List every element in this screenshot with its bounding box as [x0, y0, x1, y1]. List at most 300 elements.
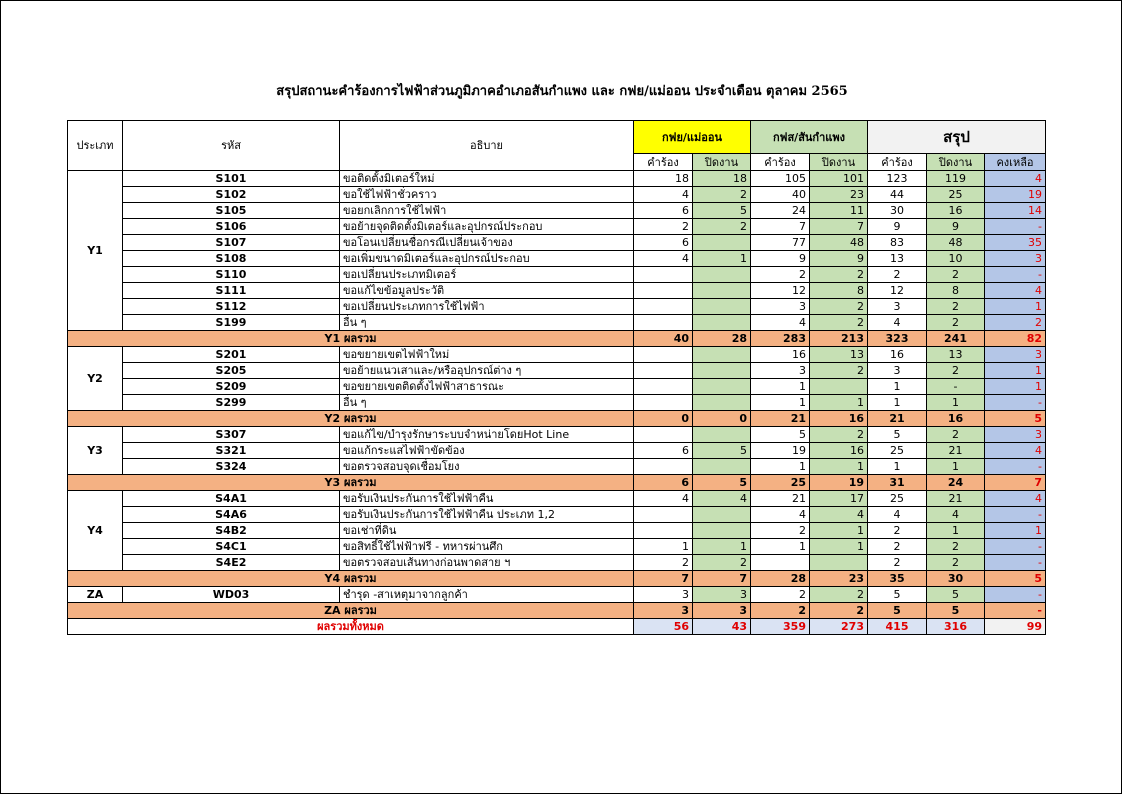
table-row: [68, 203, 1046, 219]
description-cell: ขอตรวจสอบจุดเชื่อมโยง: [340, 459, 634, 475]
s-req-cell: 25: [868, 443, 927, 459]
a-closed-cell: 5: [693, 443, 751, 459]
description-cell: ขอแก้ไข/บำรุงรักษาระบบจำหน่ายโดยHot Line: [340, 427, 634, 443]
a-closed-cell: [693, 523, 751, 539]
b-req-cell: 12: [751, 283, 810, 299]
b-req-cell: 5: [751, 427, 810, 443]
grand-total-row: [68, 619, 1046, 635]
grand-total-a-closed: 43: [693, 619, 751, 635]
a-closed-cell: [693, 347, 751, 363]
s-closed-cell: 2: [927, 539, 985, 555]
s-req-cell: 2: [868, 555, 927, 571]
b-req-cell: 40: [751, 187, 810, 203]
b-closed-cell: 13: [810, 347, 868, 363]
subtotal-b-closed: 23: [810, 571, 868, 587]
subtotal-label: Y2 ผลรวม: [68, 411, 634, 427]
subtotal-rem: 5: [985, 411, 1046, 427]
s-req-cell: 12: [868, 283, 927, 299]
table-row: [68, 283, 1046, 299]
b-req-cell: 4: [751, 507, 810, 523]
code-cell: S4E2: [123, 555, 340, 571]
table-row: [68, 363, 1046, 379]
code-cell: S307: [123, 427, 340, 443]
b-closed-cell: 2: [810, 427, 868, 443]
description-cell: ชำรุด -สาเหตุมาจากลูกค้า: [340, 587, 634, 603]
rem-cell: -: [985, 507, 1046, 523]
a-req-cell: 3: [634, 587, 693, 603]
rem-cell: -: [985, 267, 1046, 283]
a-req-cell: [634, 427, 693, 443]
s-closed-cell: 5: [927, 587, 985, 603]
b-req-cell: 9: [751, 251, 810, 267]
table-row: [68, 459, 1046, 475]
a-req-cell: [634, 507, 693, 523]
b-closed-cell: 11: [810, 203, 868, 219]
code-cell: S4A1: [123, 491, 340, 507]
a-req-cell: [634, 363, 693, 379]
a-closed-cell: 2: [693, 187, 751, 203]
rem-cell: 3: [985, 251, 1046, 267]
s-closed-cell: 21: [927, 491, 985, 507]
subtotal-s-req: 35: [868, 571, 927, 587]
a-req-cell: 4: [634, 251, 693, 267]
subtotal-s-req: 31: [868, 475, 927, 491]
subtotal-s-closed: 5: [927, 603, 985, 619]
report-title: สรุปสถานะคำร้องการไฟฟ้าส่วนภูมิภาคอำเภอสันกำแพง และ กฟย/แม่ออน ประจำเดือน ตุลาคม 2565: [276, 84, 848, 99]
s-req-cell: 25: [868, 491, 927, 507]
s-req-cell: 4: [868, 507, 927, 523]
subtotal-b-req: 283: [751, 331, 810, 347]
rem-cell: 19: [985, 187, 1046, 203]
s-closed-cell: 16: [927, 203, 985, 219]
code-cell: WD03: [123, 587, 340, 603]
b-closed-cell: 2: [810, 363, 868, 379]
header-code: รหัส: [123, 121, 340, 171]
subtotal-b-closed: 2: [810, 603, 868, 619]
code-cell: S110: [123, 267, 340, 283]
a-closed-cell: [693, 267, 751, 283]
b-req-cell: 19: [751, 443, 810, 459]
s-req-cell: 123: [868, 171, 927, 187]
description-cell: ขอแก้กระแสไฟฟ้าขัดข้อง: [340, 443, 634, 459]
s-closed-cell: 2: [927, 427, 985, 443]
b-req-cell: 24: [751, 203, 810, 219]
description-cell: ขอขยายเขตไฟฟ้าใหม่: [340, 347, 634, 363]
s-closed-cell: 21: [927, 443, 985, 459]
s-req-cell: 13: [868, 251, 927, 267]
b-req-cell: [751, 555, 810, 571]
code-cell: S4B2: [123, 523, 340, 539]
s-req-cell: 1: [868, 379, 927, 395]
code-cell: S106: [123, 219, 340, 235]
header-type: ประเภท: [68, 121, 123, 171]
table-row: [68, 379, 1046, 395]
code-cell: S209: [123, 379, 340, 395]
description-cell: ขอเปลี่ยนประเภทมิเตอร์: [340, 267, 634, 283]
table-row: [68, 587, 1046, 603]
table-row: [68, 523, 1046, 539]
s-req-cell: 83: [868, 235, 927, 251]
b-req-cell: 2: [751, 587, 810, 603]
b-closed-cell: 16: [810, 443, 868, 459]
b-req-cell: 1: [751, 459, 810, 475]
b-req-cell: 105: [751, 171, 810, 187]
a-closed-cell: 18: [693, 171, 751, 187]
rem-cell: 4: [985, 283, 1046, 299]
description-cell: ขอย้ายแนวเสาและ/หรืออุปกรณ์ต่าง ๆ: [340, 363, 634, 379]
s-closed-cell: 1: [927, 395, 985, 411]
b-req-cell: 21: [751, 491, 810, 507]
a-closed-cell: [693, 283, 751, 299]
s-closed-cell: 119: [927, 171, 985, 187]
rem-cell: 1: [985, 523, 1046, 539]
header-req: คำร้อง: [634, 154, 693, 171]
code-cell: S4C1: [123, 539, 340, 555]
description-cell: ขอใช้ไฟฟ้าชั่วคราว: [340, 187, 634, 203]
description-cell: อื่น ๆ: [340, 395, 634, 411]
description-cell: อื่น ๆ: [340, 315, 634, 331]
s-closed-cell: 1: [927, 523, 985, 539]
subtotal-rem: 5: [985, 571, 1046, 587]
s-closed-cell: 2: [927, 299, 985, 315]
a-req-cell: 4: [634, 187, 693, 203]
subtotal-a-closed: 7: [693, 571, 751, 587]
subtotal-rem: 7: [985, 475, 1046, 491]
a-closed-cell: 1: [693, 251, 751, 267]
subtotal-b-req: 2: [751, 603, 810, 619]
a-closed-cell: [693, 507, 751, 523]
code-cell: S107: [123, 235, 340, 251]
subtotal-b-req: 28: [751, 571, 810, 587]
table-row: [68, 427, 1046, 443]
header-closed: ปิดงาน: [810, 154, 868, 171]
rem-cell: -: [985, 395, 1046, 411]
a-req-cell: [634, 459, 693, 475]
subtotal-s-req: 21: [868, 411, 927, 427]
b-closed-cell: 8: [810, 283, 868, 299]
subtotal-row: [68, 331, 1046, 347]
header-office-maeon: กฟย/แม่ออน: [634, 121, 751, 154]
b-req-cell: 4: [751, 315, 810, 331]
header-summary: สรุป: [868, 121, 1046, 154]
header-remaining: คงเหลือ: [985, 154, 1046, 171]
code-cell: S112: [123, 299, 340, 315]
b-closed-cell: 1: [810, 395, 868, 411]
subtotal-a-req: 40: [634, 331, 693, 347]
s-req-cell: 9: [868, 219, 927, 235]
grand-total-rem: 99: [985, 619, 1046, 635]
a-req-cell: [634, 299, 693, 315]
b-closed-cell: 2: [810, 587, 868, 603]
subtotal-b-closed: 213: [810, 331, 868, 347]
b-closed-cell: 2: [810, 315, 868, 331]
a-req-cell: [634, 523, 693, 539]
s-closed-cell: 9: [927, 219, 985, 235]
a-req-cell: [634, 267, 693, 283]
s-closed-cell: 2: [927, 267, 985, 283]
table-row: [68, 491, 1046, 507]
header-closed: ปิดงาน: [693, 154, 751, 171]
rem-cell: -: [985, 539, 1046, 555]
group-type-cell: Y2: [68, 347, 123, 411]
group-type-cell: Y3: [68, 427, 123, 475]
a-closed-cell: [693, 459, 751, 475]
a-closed-cell: [693, 299, 751, 315]
b-closed-cell: 101: [810, 171, 868, 187]
subtotal-label: Y4 ผลรวม: [68, 571, 634, 587]
a-req-cell: 6: [634, 203, 693, 219]
a-closed-cell: [693, 427, 751, 443]
b-req-cell: 2: [751, 267, 810, 283]
s-closed-cell: 48: [927, 235, 985, 251]
a-closed-cell: [693, 235, 751, 251]
s-req-cell: 5: [868, 587, 927, 603]
group-type-cell: ZA: [68, 587, 123, 603]
b-req-cell: 16: [751, 347, 810, 363]
a-closed-cell: [693, 363, 751, 379]
a-closed-cell: 2: [693, 219, 751, 235]
s-req-cell: 1: [868, 459, 927, 475]
rem-cell: 4: [985, 491, 1046, 507]
rem-cell: -: [985, 587, 1046, 603]
a-closed-cell: 1: [693, 539, 751, 555]
subtotal-a-closed: 0: [693, 411, 751, 427]
group-type-cell: Y1: [68, 171, 123, 331]
subtotal-a-closed: 3: [693, 603, 751, 619]
subtotal-a-req: 7: [634, 571, 693, 587]
code-cell: S201: [123, 347, 340, 363]
a-req-cell: 1: [634, 539, 693, 555]
code-cell: S205: [123, 363, 340, 379]
b-req-cell: 1: [751, 379, 810, 395]
subtotal-rem: 82: [985, 331, 1046, 347]
b-closed-cell: 2: [810, 267, 868, 283]
rem-cell: -: [985, 219, 1046, 235]
table-row: [68, 267, 1046, 283]
subtotal-label: Y3 ผลรวม: [68, 475, 634, 491]
s-req-cell: 2: [868, 523, 927, 539]
header-req: คำร้อง: [868, 154, 927, 171]
subtotal-a-req: 3: [634, 603, 693, 619]
header-closed: ปิดงาน: [927, 154, 985, 171]
s-closed-cell: 25: [927, 187, 985, 203]
subtotal-a-req: 0: [634, 411, 693, 427]
grand-total-s-req: 415: [868, 619, 927, 635]
table-row: [68, 539, 1046, 555]
b-closed-cell: 17: [810, 491, 868, 507]
table-row: [68, 171, 1046, 187]
subtotal-s-closed: 241: [927, 331, 985, 347]
code-cell: S111: [123, 283, 340, 299]
subtotal-rem: -: [985, 603, 1046, 619]
a-req-cell: 2: [634, 555, 693, 571]
a-req-cell: [634, 395, 693, 411]
subtotal-b-closed: 16: [810, 411, 868, 427]
rem-cell: 1: [985, 363, 1046, 379]
s-req-cell: 44: [868, 187, 927, 203]
a-req-cell: 6: [634, 235, 693, 251]
code-cell: S105: [123, 203, 340, 219]
s-closed-cell: 8: [927, 283, 985, 299]
s-req-cell: 16: [868, 347, 927, 363]
subtotal-row: [68, 603, 1046, 619]
description-cell: ขอขยายเขตติดตั้งไฟฟ้าสาธารณะ: [340, 379, 634, 395]
s-closed-cell: 2: [927, 363, 985, 379]
s-closed-cell: 2: [927, 315, 985, 331]
description-cell: ขอสิทธิ์ใช้ไฟฟ้าฟรี - ทหารผ่านศึก: [340, 539, 634, 555]
table-row: [68, 187, 1046, 203]
description-cell: ขอเปลี่ยนประเภทการใช้ไฟฟ้า: [340, 299, 634, 315]
a-req-cell: [634, 283, 693, 299]
a-closed-cell: [693, 315, 751, 331]
group-type-cell: Y4: [68, 491, 123, 571]
subtotal-s-closed: 16: [927, 411, 985, 427]
rem-cell: 14: [985, 203, 1046, 219]
grand-total-a-req: 56: [634, 619, 693, 635]
rem-cell: 3: [985, 347, 1046, 363]
rem-cell: 3: [985, 427, 1046, 443]
b-req-cell: 3: [751, 299, 810, 315]
code-cell: S101: [123, 171, 340, 187]
b-closed-cell: 9: [810, 251, 868, 267]
header-req: คำร้อง: [751, 154, 810, 171]
header-office-sankamphaeng: กฟส/สันกำแพง: [751, 121, 868, 154]
description-cell: ขอโอนเปลี่ยนชื่อกรณีเปลี่ยนเจ้าของ: [340, 235, 634, 251]
b-closed-cell: 1: [810, 459, 868, 475]
subtotal-s-req: 5: [868, 603, 927, 619]
rem-cell: -: [985, 555, 1046, 571]
subtotal-b-req: 21: [751, 411, 810, 427]
s-req-cell: 2: [868, 267, 927, 283]
grand-total-b-req: 359: [751, 619, 810, 635]
subtotal-label: Y1 ผลรวม: [68, 331, 634, 347]
grand-total-b-closed: 273: [810, 619, 868, 635]
description-cell: ขอเช่าที่ดิน: [340, 523, 634, 539]
s-closed-cell: 10: [927, 251, 985, 267]
s-closed-cell: 4: [927, 507, 985, 523]
description-cell: ขอตรวจสอบเส้นทางก่อนพาดสาย ฯ: [340, 555, 634, 571]
subtotal-s-req: 323: [868, 331, 927, 347]
b-req-cell: 3: [751, 363, 810, 379]
subtotal-a-req: 6: [634, 475, 693, 491]
a-closed-cell: 5: [693, 203, 751, 219]
table-row: [68, 299, 1046, 315]
subtotal-row: [68, 411, 1046, 427]
a-closed-cell: 4: [693, 491, 751, 507]
a-closed-cell: [693, 379, 751, 395]
description-cell: ขอยกเลิกการใช้ไฟฟ้า: [340, 203, 634, 219]
rem-cell: 2: [985, 315, 1046, 331]
rem-cell: 1: [985, 299, 1046, 315]
s-closed-cell: -: [927, 379, 985, 395]
subtotal-a-closed: 5: [693, 475, 751, 491]
table-row: [68, 555, 1046, 571]
table-row: [68, 315, 1046, 331]
b-req-cell: 77: [751, 235, 810, 251]
b-closed-cell: 48: [810, 235, 868, 251]
b-req-cell: 7: [751, 219, 810, 235]
s-closed-cell: 13: [927, 347, 985, 363]
s-req-cell: 4: [868, 315, 927, 331]
a-closed-cell: 3: [693, 587, 751, 603]
grand-total-label: ผลรวมทั้งหมด: [68, 619, 634, 635]
subtotal-row: [68, 475, 1046, 491]
b-closed-cell: [810, 555, 868, 571]
a-req-cell: 2: [634, 219, 693, 235]
subtotal-label: ZA ผลรวม: [68, 603, 634, 619]
status-table: [67, 120, 1046, 635]
description-cell: ขอเพิ่มขนาดมิเตอร์และอุปกรณ์ประกอบ: [340, 251, 634, 267]
s-req-cell: 1: [868, 395, 927, 411]
code-cell: S108: [123, 251, 340, 267]
code-cell: S4A6: [123, 507, 340, 523]
subtotal-row: [68, 571, 1046, 587]
code-cell: S321: [123, 443, 340, 459]
b-closed-cell: 7: [810, 219, 868, 235]
s-req-cell: 30: [868, 203, 927, 219]
b-closed-cell: 2: [810, 299, 868, 315]
a-req-cell: [634, 347, 693, 363]
a-req-cell: 4: [634, 491, 693, 507]
a-closed-cell: 2: [693, 555, 751, 571]
a-req-cell: 6: [634, 443, 693, 459]
s-closed-cell: 1: [927, 459, 985, 475]
grand-total-s-closed: 316: [927, 619, 985, 635]
b-req-cell: 1: [751, 539, 810, 555]
code-cell: S299: [123, 395, 340, 411]
code-cell: S199: [123, 315, 340, 331]
a-req-cell: 18: [634, 171, 693, 187]
subtotal-b-req: 25: [751, 475, 810, 491]
a-closed-cell: [693, 395, 751, 411]
s-closed-cell: 2: [927, 555, 985, 571]
table-row: [68, 347, 1046, 363]
code-cell: S102: [123, 187, 340, 203]
b-closed-cell: 1: [810, 523, 868, 539]
table-row: [68, 507, 1046, 523]
subtotal-s-closed: 30: [927, 571, 985, 587]
b-closed-cell: 23: [810, 187, 868, 203]
s-req-cell: 3: [868, 363, 927, 379]
b-req-cell: 2: [751, 523, 810, 539]
table-row: [68, 443, 1046, 459]
a-req-cell: [634, 379, 693, 395]
rem-cell: 1: [985, 379, 1046, 395]
s-req-cell: 5: [868, 427, 927, 443]
code-cell: S324: [123, 459, 340, 475]
b-closed-cell: [810, 379, 868, 395]
description-cell: ขอแก้ไขข้อมูลประวัติ: [340, 283, 634, 299]
table-row: [68, 251, 1046, 267]
subtotal-s-closed: 24: [927, 475, 985, 491]
table-row: [68, 219, 1046, 235]
header-description: อธิบาย: [340, 121, 634, 171]
rem-cell: -: [985, 459, 1046, 475]
a-req-cell: [634, 315, 693, 331]
s-req-cell: 2: [868, 539, 927, 555]
b-closed-cell: 4: [810, 507, 868, 523]
rem-cell: 35: [985, 235, 1046, 251]
subtotal-a-closed: 28: [693, 331, 751, 347]
table-row: [68, 235, 1046, 251]
s-req-cell: 3: [868, 299, 927, 315]
subtotal-b-closed: 19: [810, 475, 868, 491]
table-row: [68, 395, 1046, 411]
rem-cell: 4: [985, 443, 1046, 459]
description-cell: ขอรับเงินประกันการใช้ไฟฟ้าคืน: [340, 491, 634, 507]
rem-cell: 4: [985, 171, 1046, 187]
description-cell: ขอย้ายจุดติดตั้งมิเตอร์และอุปกรณ์ประกอบ: [340, 219, 634, 235]
